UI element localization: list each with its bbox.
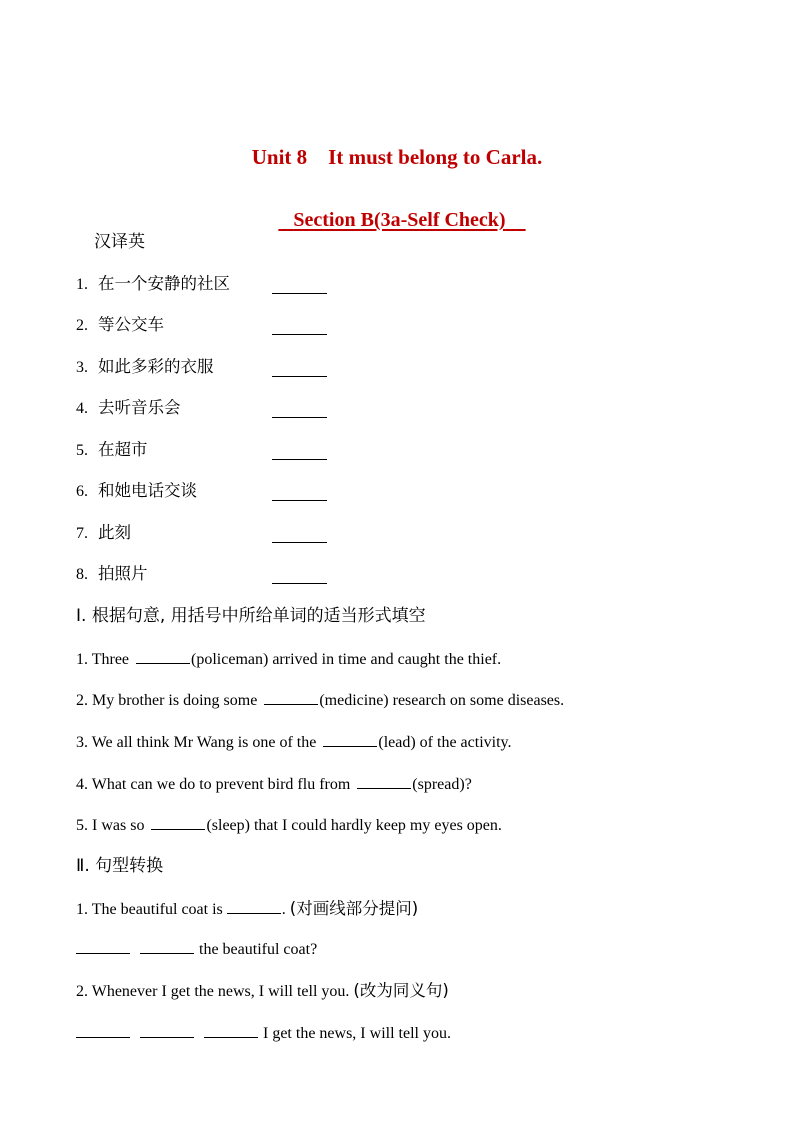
translate-item-4: 4. 去听音乐会 [76,398,181,417]
fill-item-5: 5. I was so (sleep) that I could hardly keep my eyes open. [76,813,502,837]
subtitle-text: Section B(3a-Self Check) [293,209,506,231]
translate-item-5: 5. 在超市 [76,440,148,459]
underlined-part-blank [227,897,281,914]
section-translate-heading: 汉译英 [94,232,145,252]
answer-blank-2[interactable] [272,316,327,335]
fill-item-2: 2. My brother is doing some (medicine) research on some diseases. [76,688,564,712]
section-2-heading: Ⅱ. 句型转换 [76,856,164,876]
q2-answer-blank-3[interactable] [204,1021,258,1038]
translate-item-8: 8. 拍照片 [76,564,148,583]
fill-blank-4[interactable] [357,772,411,789]
q2-answer-blank-2[interactable] [140,1021,194,1038]
fill-blank-3[interactable] [323,730,377,747]
answer-blank-6[interactable] [272,482,327,501]
transform-q2-prompt: 2. Whenever I get the news, I will tell you. (改为同义句) [76,981,449,1000]
transform-q2-answer: I get the news, I will tell you. [76,1021,451,1045]
answer-blank-3[interactable] [272,358,327,377]
fill-blank-5[interactable] [151,813,205,830]
answer-blank-5[interactable] [272,441,327,460]
transform-q1-answer: the beautiful coat? [76,937,317,961]
answer-blank-1[interactable] [272,275,327,294]
answer-blank-7[interactable] [272,524,327,543]
subtitle-underlined [278,209,525,231]
page-subtitle [0,186,794,232]
answer-blank-4[interactable] [272,399,327,418]
fill-item-1: 1. Three (policeman) arrived in time and caught the thief. [76,647,501,671]
q2-answer-blank-1[interactable] [76,1021,130,1038]
section-1-heading: Ⅰ. 根据句意, 用括号中所给单词的适当形式填空 [76,606,426,626]
fill-item-3: 3. We all think Mr Wang is one of the (lead) of the activity. [76,730,511,754]
q1-answer-blank-1[interactable] [76,937,130,954]
answer-blank-8[interactable] [272,565,327,584]
translate-item-3: 3. 如此多彩的衣服 [76,357,214,376]
transform-q1-prompt: 1. The beautiful coat is . (对画线部分提问) [76,899,419,918]
q1-answer-blank-2[interactable] [140,937,194,954]
translate-item-7: 7. 此刻 [76,523,131,542]
fill-blank-1[interactable] [136,647,190,664]
fill-item-4: 4. What can we do to prevent bird flu from (spread)? [76,772,472,796]
translate-item-6: 6. 和她电话交谈 [76,481,197,500]
fill-blank-2[interactable] [264,688,318,705]
translate-item-2: 2. 等公交车 [76,315,164,334]
translate-item-1: 1. 在一个安静的社区 [76,274,230,293]
page-title: Unit 8 It must belong to Carla. [251,145,543,169]
